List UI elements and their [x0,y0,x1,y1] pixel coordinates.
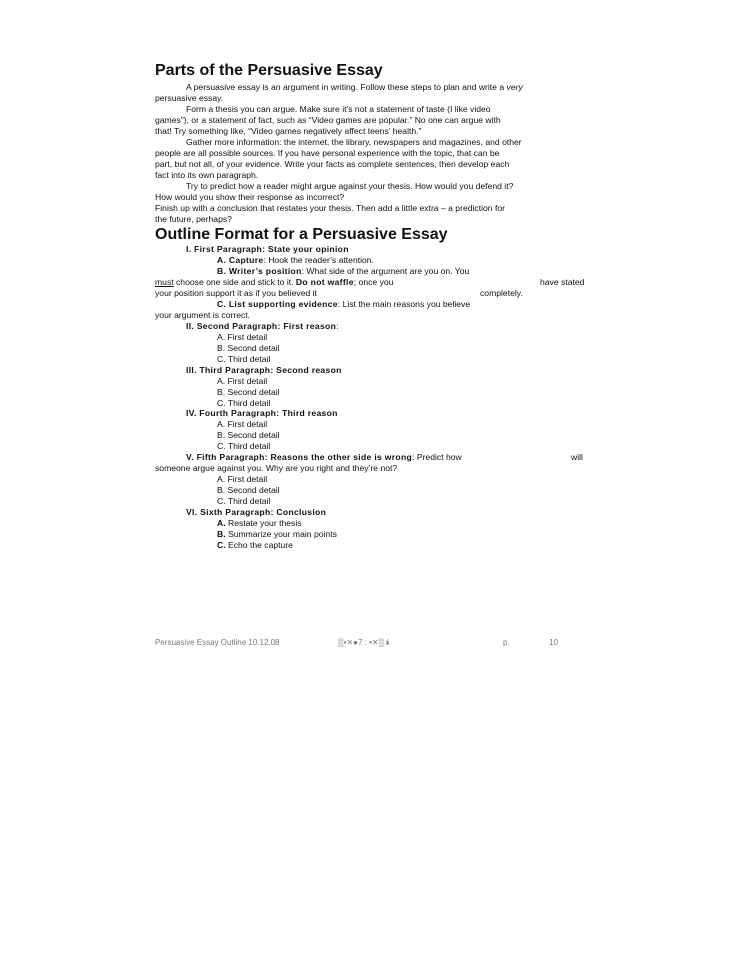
conclusion-c-letter: C. [217,540,226,550]
thesis-line-1: Form a thesis you can argue. Make sure it’s not a statement of taste (I like video [186,104,491,114]
outline-item-5 [186,452,462,463]
finish-line-2: the future, perhaps? [155,214,232,224]
item-2-colon: : [336,321,339,331]
intro-line-1 [186,82,523,93]
position-label: B. Writer’s position [217,266,302,276]
footer-page-prefix: p. [503,638,510,647]
detail-4c: C. Third detail [217,441,271,451]
finish-line-1: Finish up with a conclusion that restates your thesis. Then add a little extra – a prediction for [155,203,505,213]
must-text: must [155,277,174,287]
detail-2a: A. First detail [217,332,268,342]
outline-item-3: III. Third Paragraph: Second reason [186,365,342,375]
thesis-line-3: that! Try something like, “Video games negatively affect teens’ health.” [155,126,422,136]
footer-glyphs: ▒•✕●7 : •✕▒↡ [338,638,391,647]
conclusion-b [217,529,337,540]
item-5-label: V. Fifth Paragraph: Reasons the other side is wrong [186,452,413,462]
conclusion-c-text: Echo the capture [225,540,293,550]
position-line-2 [155,277,393,288]
evidence-text: : List the main reasons you believe [337,299,471,309]
gather-line-2: people are all possible sources. If you have personal experience with the topic, that can be [155,148,500,158]
item-5-text: : Predict how [412,452,462,462]
position-line-3: your position support it as if you believed it [155,288,317,298]
position-text-2: choose one side and stick to it. [173,277,296,287]
outline-item-4: IV. Fourth Paragraph: Third reason [186,408,338,418]
footer-title: Persuasive Essay Outline 10.12.08 [155,638,280,647]
detail-5c: C. Third detail [217,496,271,506]
detail-4a: A. First detail [217,419,268,429]
conclusion-a [217,518,302,529]
will-text: will [571,452,583,462]
intro-text: A persuasive essay is an argument in writing. Follow these steps to plan and write a [186,82,507,92]
outline-item-1: I. First Paragraph: State your opinion [186,244,349,254]
capture-label: A. Capture [217,255,264,265]
evidence-line [217,299,470,310]
position-text-3: ; once you [353,277,394,287]
conclusion-b-letter: B. [217,529,226,539]
conclusion-a-text: Restate your thesis [225,518,302,528]
detail-2c: C. Third detail [217,354,271,364]
detail-5a: A. First detail [217,474,268,484]
detail-3b: B. Second detail [217,387,280,397]
detail-4b: B. Second detail [217,430,280,440]
conclusion-c [217,540,293,551]
heading-outline: Outline Format for a Persuasive Essay [155,226,448,243]
predict-line-2: How would you show their response as incorrect? [155,192,345,202]
position-line [217,266,469,277]
gather-line-4: fact into its own paragraph. [155,170,259,180]
position-text: : What side of the argument are you on. You [301,266,470,276]
waffle-text: Do not waffle [295,277,354,287]
item-2-label: II. Second Paragraph: First reason [186,321,337,331]
conclusion-a-letter: A. [217,518,226,528]
have-stated-text: have stated [540,277,585,287]
outline-item-2 [186,321,339,332]
gather-line-1: Gather more information: the internet, the library, newspapers and magazines, and other [186,137,522,147]
footer-page-number: 10 [549,638,558,647]
detail-3a: A. First detail [217,376,268,386]
intro-emphasis: very [506,82,523,92]
detail-2b: B. Second detail [217,343,280,353]
outline-item-6: VI. Sixth Paragraph: Conclusion [186,507,327,517]
capture-text: : Hook the reader’s attention. [263,255,374,265]
item-5-line-2: someone argue against you. Why are you right and they’re not? [155,463,398,473]
gather-line-3: part, but not all, of your evidence. Write your facts as complete sentences, then develop each [155,159,510,169]
completely-text: completely. [480,288,523,298]
predict-line-1: Try to predict how a reader might argue against your thesis. How would you defend it? [186,181,514,191]
detail-5b: B. Second detail [217,485,280,495]
conclusion-b-text: Summarize your main points [225,529,337,539]
heading-parts: Parts of the Persuasive Essay [155,62,383,79]
capture-line [217,255,374,266]
evidence-label: C. List supporting evidence [217,299,338,309]
thesis-line-2: games”), or a statement of fact, such as “Video games are popular.” No one can argue with [155,115,501,125]
intro-line-2: persuasive essay. [155,93,224,103]
detail-3c: C. Third detail [217,398,271,408]
evidence-line-2: your argument is correct. [155,310,251,320]
